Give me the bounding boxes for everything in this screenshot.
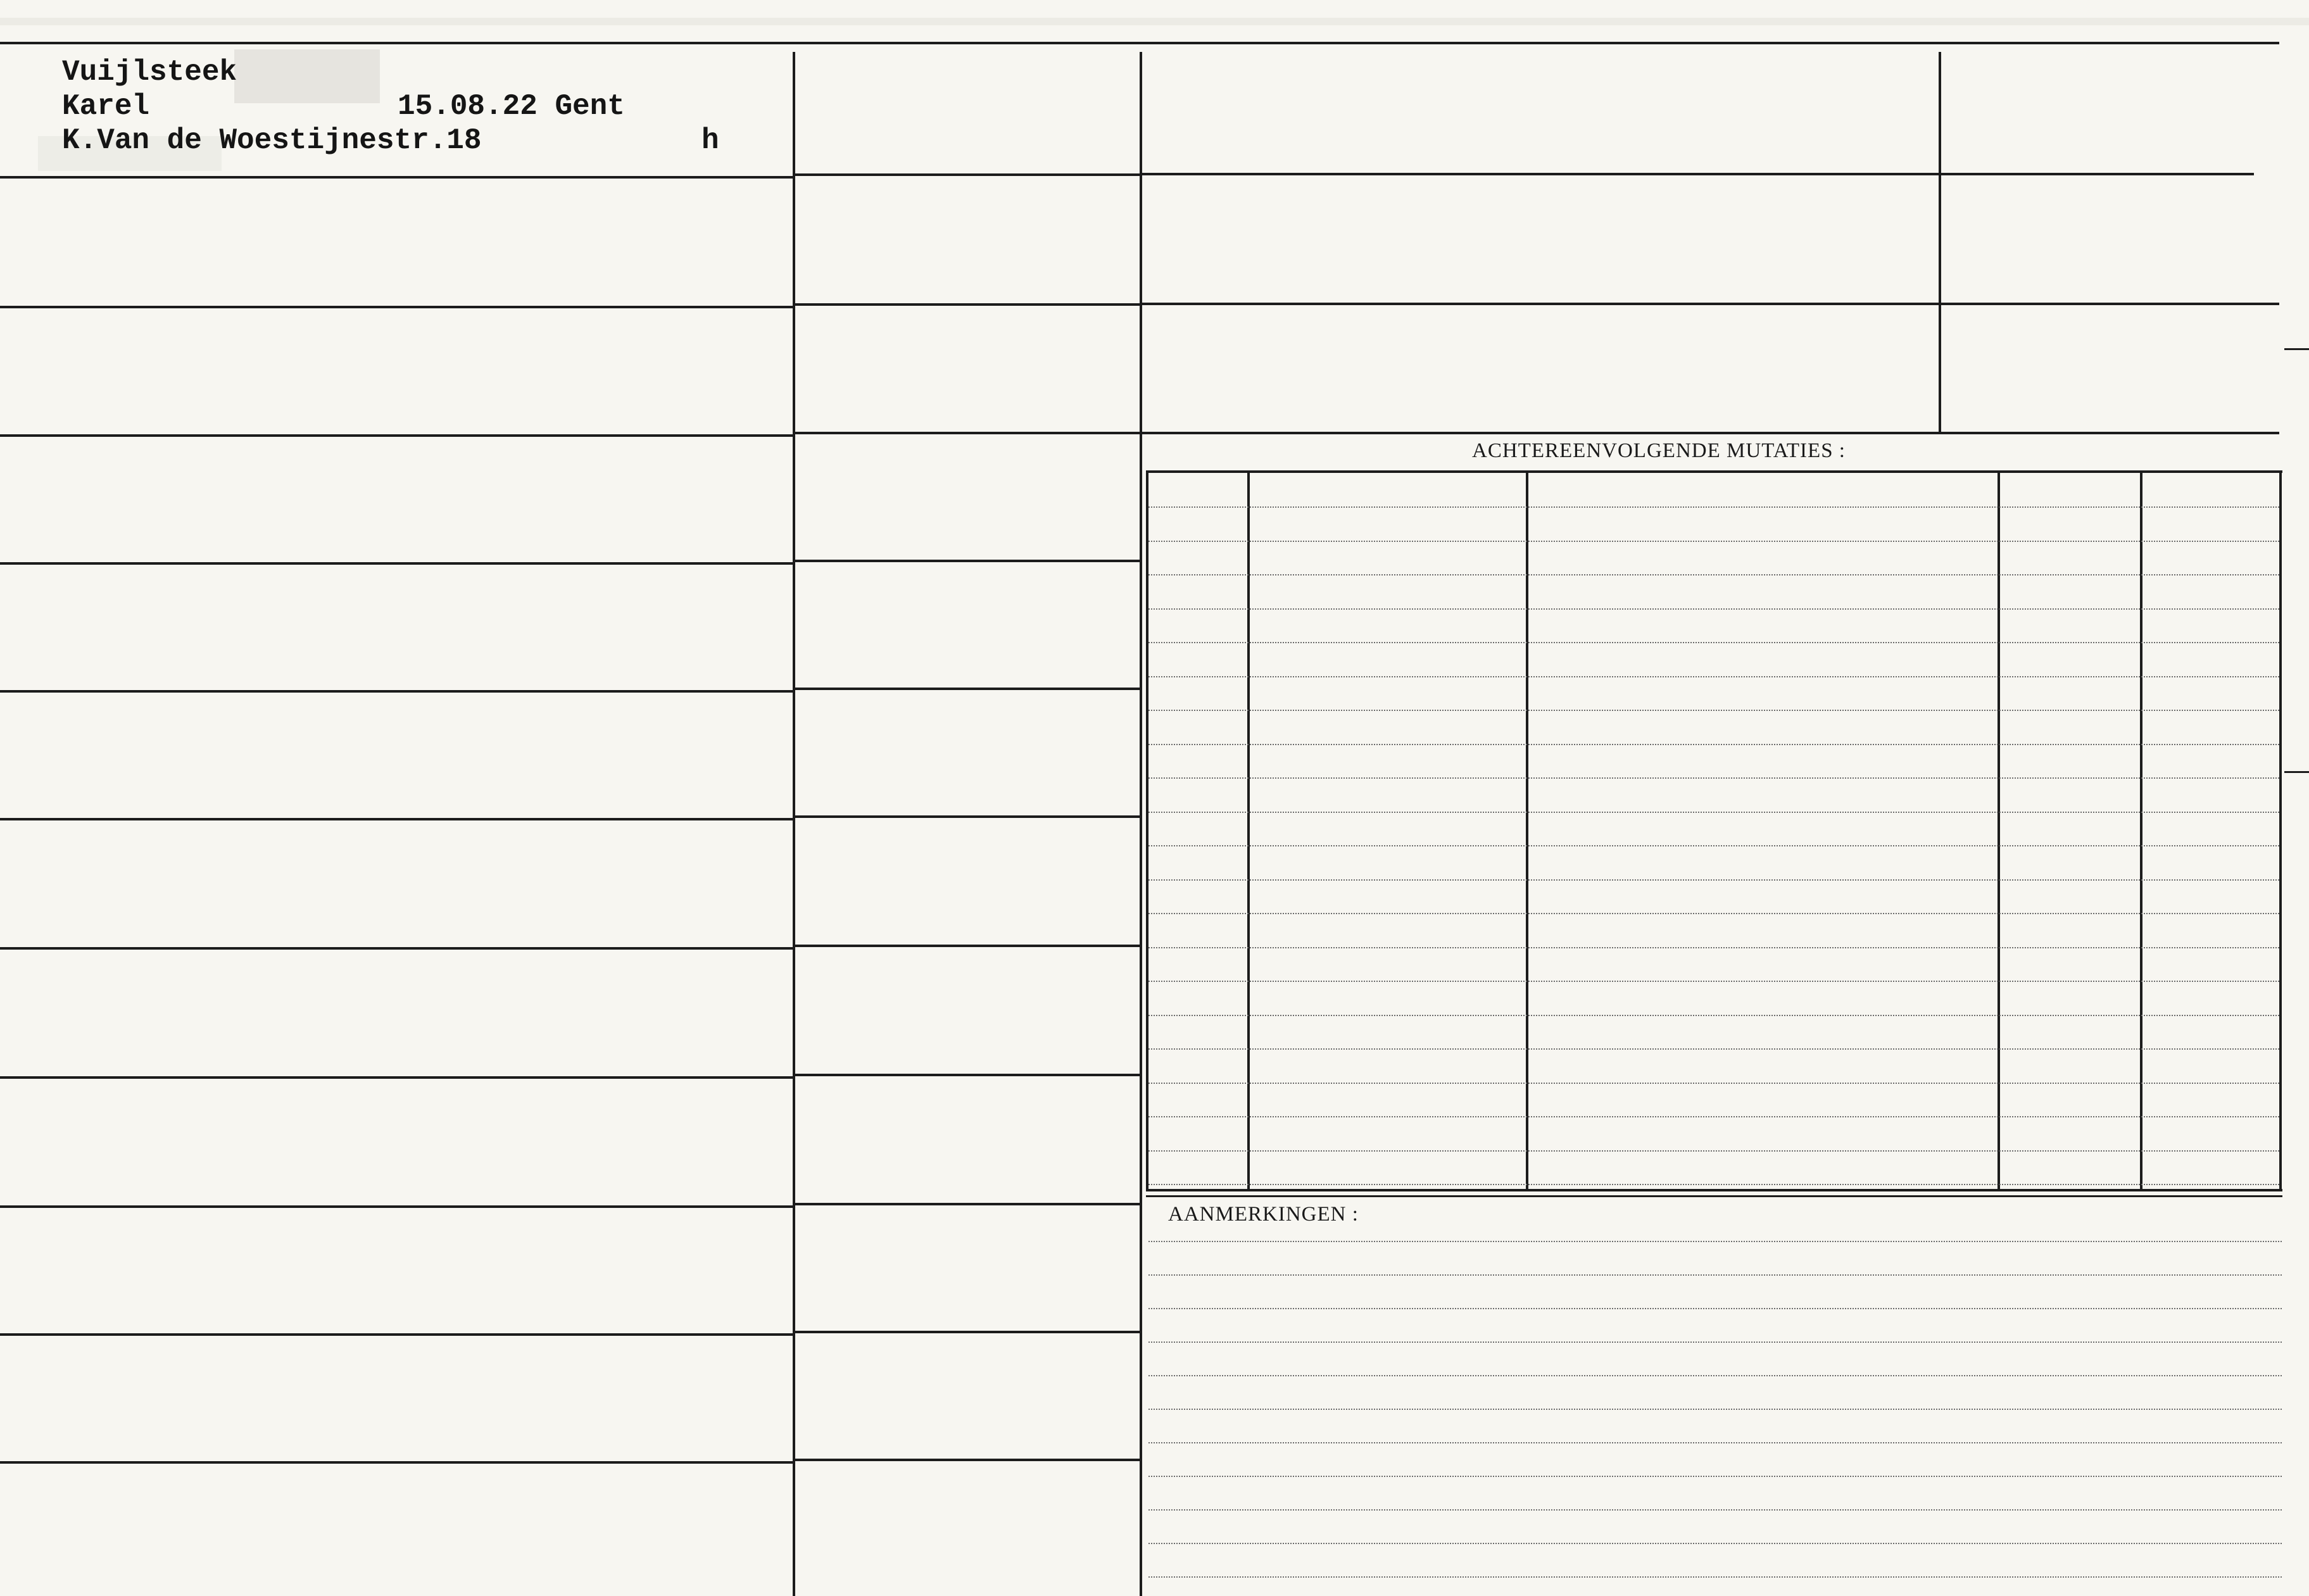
- middle-row-line: [795, 1331, 1140, 1333]
- middle-row-line: [795, 560, 1140, 562]
- mutations-bottom-line: [1146, 1189, 2282, 1191]
- remark-row-line: [1148, 1342, 2282, 1343]
- mutation-row-line: [1148, 981, 2279, 982]
- mutation-row-line: [1148, 1116, 2279, 1117]
- remark-row-line: [1148, 1476, 2282, 1477]
- mutation-row-line: [1148, 642, 2279, 643]
- mutation-row-line: [1148, 812, 2279, 813]
- mutation-row-line: [1148, 1184, 2279, 1185]
- left-row-line: [0, 434, 793, 437]
- middle-row-line: [795, 432, 1140, 434]
- top-right-row-line: [1140, 173, 2254, 175]
- top-right-divider: [1939, 52, 1941, 432]
- mutation-row-line: [1148, 574, 2279, 575]
- left-row-line: [0, 1076, 793, 1079]
- firstname-text: Karel: [62, 90, 150, 123]
- top-right-row-line: [1140, 303, 2279, 305]
- mutations-heading: ACHTEREENVOLGENDE MUTATIES :: [1472, 439, 1846, 462]
- remark-row-line: [1148, 1442, 2282, 1443]
- left-row-line: [0, 947, 793, 950]
- mutations-header-line: [1146, 470, 2282, 473]
- remark-row-line: [1148, 1241, 2282, 1242]
- left-row-line: [0, 1333, 793, 1336]
- left-row-line: [0, 562, 793, 565]
- left-row-line: [0, 306, 793, 308]
- middle-column-divider: [1140, 52, 1142, 1596]
- top-border: [0, 42, 2279, 44]
- mutation-row-line: [1148, 676, 2279, 677]
- edge-tick: [2284, 348, 2309, 350]
- mutation-row-line: [1148, 1015, 2279, 1016]
- remark-row-line: [1148, 1543, 2282, 1544]
- left-column-divider: [793, 52, 795, 1596]
- remark-row-line: [1148, 1509, 2282, 1511]
- left-row-line: [0, 176, 793, 179]
- remarks-top-line: [1146, 1195, 2282, 1197]
- birth-date-place-text: 15.08.22 Gent: [398, 90, 625, 123]
- left-row-line: [0, 1205, 793, 1208]
- surname-text: Vuijlsteek: [62, 56, 237, 89]
- mutations-top-line: [1140, 432, 2279, 434]
- mutation-row-line: [1148, 845, 2279, 846]
- mutation-row-line: [1148, 777, 2279, 779]
- mutation-row-line: [1148, 541, 2279, 542]
- scan-smudge: [234, 49, 380, 103]
- mutation-row-line: [1148, 1048, 2279, 1050]
- left-row-line: [0, 818, 793, 820]
- left-row-line: [0, 690, 793, 693]
- remark-row-line: [1148, 1274, 2282, 1276]
- mutation-row-line: [1148, 879, 2279, 881]
- middle-row-line: [795, 173, 1140, 176]
- middle-row-line: [795, 1203, 1140, 1205]
- remark-row-line: [1148, 1375, 2282, 1376]
- mutation-row-line: [1148, 710, 2279, 711]
- mutation-row-line: [1148, 947, 2279, 948]
- middle-row-line: [795, 1074, 1140, 1076]
- mutations-right-border: [2279, 470, 2282, 1191]
- edge-tick: [2284, 771, 2309, 773]
- scan-edge: [0, 18, 2309, 25]
- mutation-row-line: [1148, 506, 2279, 508]
- middle-row-line: [795, 1459, 1140, 1461]
- remarks-heading: AANMERKINGEN :: [1168, 1203, 1359, 1226]
- mutation-row-line: [1148, 744, 2279, 745]
- middle-row-line: [795, 945, 1140, 947]
- mutation-row-line: [1148, 1150, 2279, 1152]
- middle-row-line: [795, 815, 1140, 818]
- address-text: K.Van de Woestijnestr.18: [62, 124, 482, 157]
- remark-row-line: [1148, 1409, 2282, 1410]
- sex-mark-text: h: [702, 124, 719, 157]
- mutation-row-line: [1148, 913, 2279, 914]
- remark-row-line: [1148, 1576, 2282, 1578]
- middle-row-line: [795, 303, 1140, 306]
- mutation-row-line: [1148, 1083, 2279, 1084]
- mutation-row-line: [1148, 608, 2279, 610]
- remark-row-line: [1148, 1308, 2282, 1309]
- middle-row-line: [795, 688, 1140, 690]
- left-row-line: [0, 1461, 793, 1464]
